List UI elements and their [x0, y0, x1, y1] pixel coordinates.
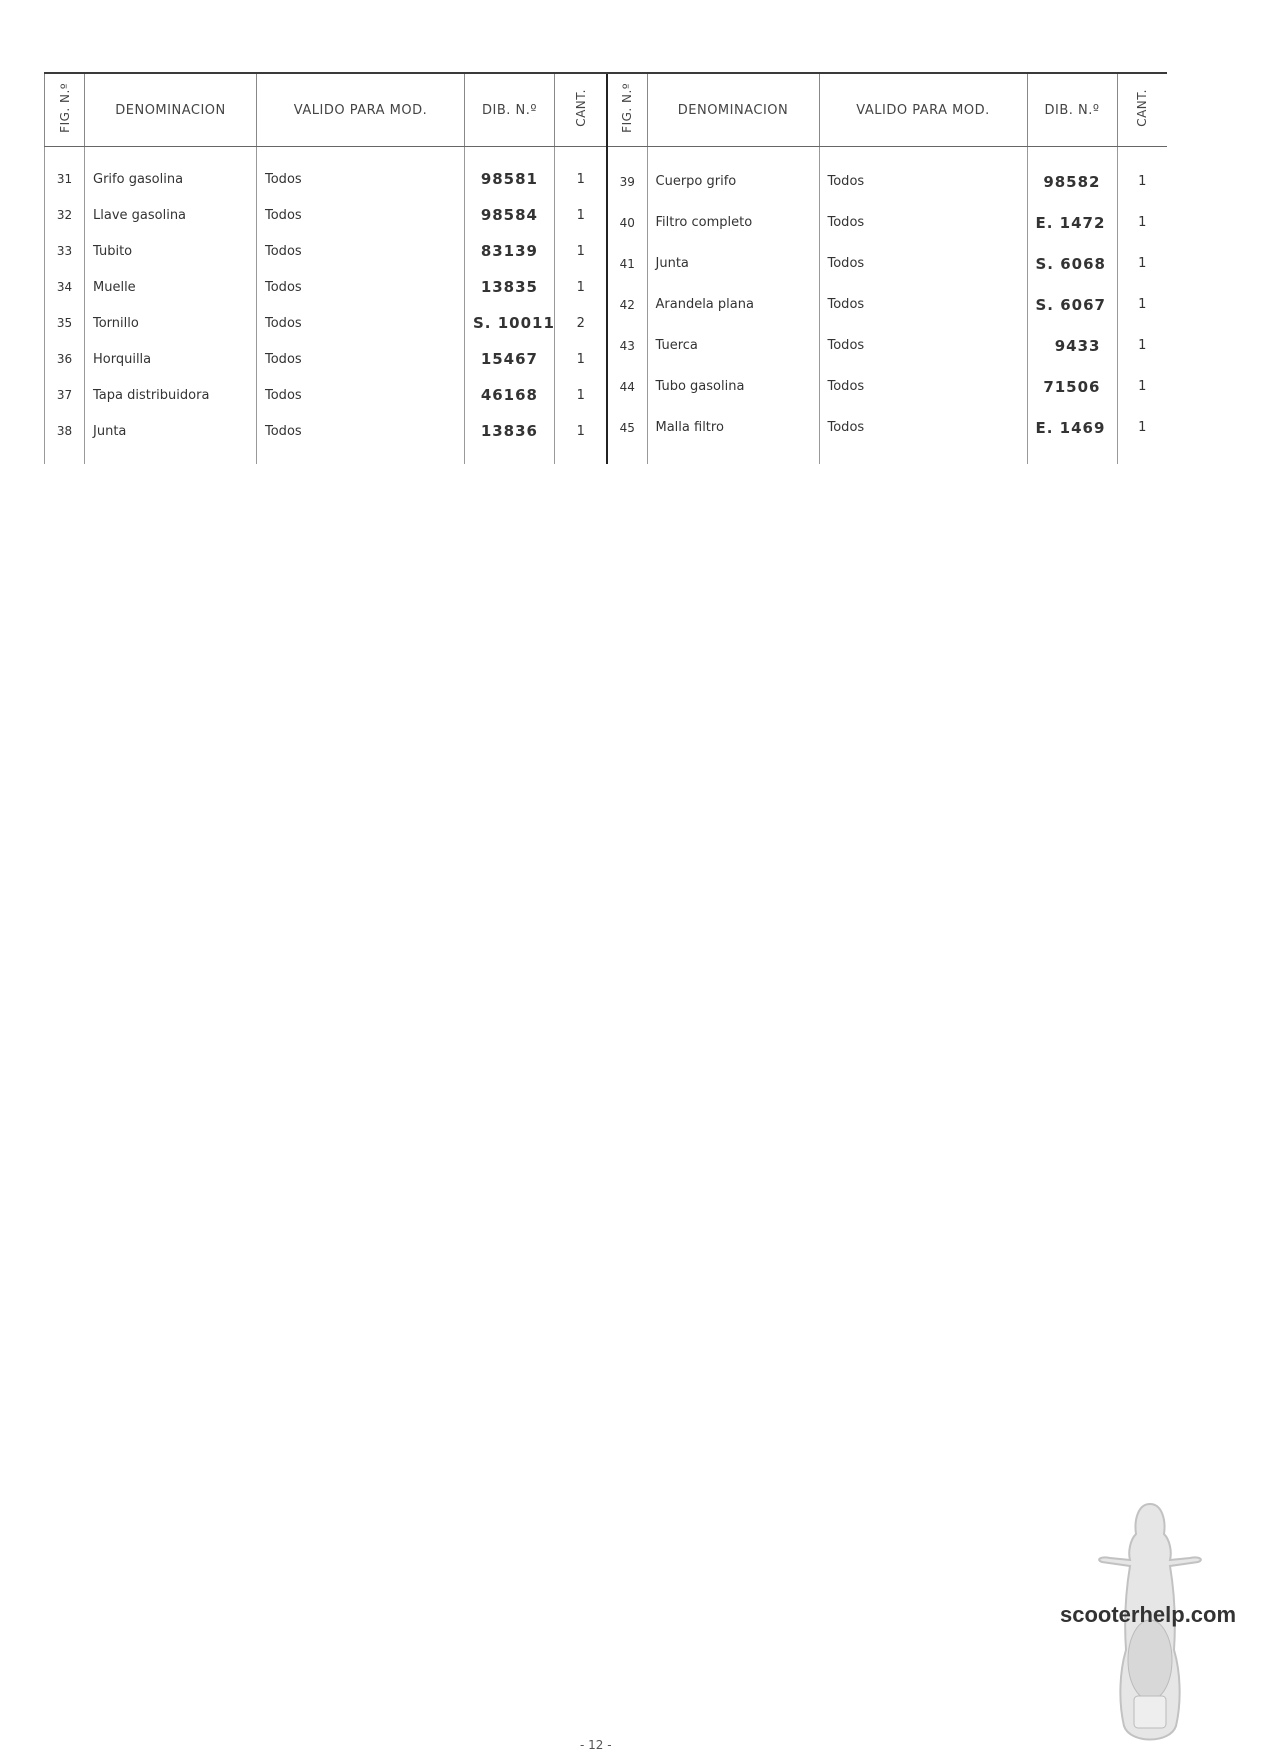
drawing-number: 15467 — [465, 341, 555, 377]
quantity: 1 — [1117, 407, 1167, 448]
part-name: Malla filtro — [647, 407, 819, 448]
quantity: 1 — [555, 413, 607, 449]
fig-number: 43 — [607, 325, 647, 366]
drawing-number: 46168 — [465, 377, 555, 413]
parts-table-right — [606, 72, 1167, 464]
drawing-number: S. 6067 — [1027, 284, 1117, 325]
quantity: 1 — [1117, 325, 1167, 366]
fig-number: 44 — [607, 366, 647, 407]
fig-number: 33 — [45, 233, 85, 269]
quantity: 1 — [555, 197, 607, 233]
part-name: Tubo gasolina — [647, 366, 819, 407]
quantity: 1 — [1117, 284, 1167, 325]
table-row — [45, 377, 607, 413]
drawing-number: 13836 — [465, 413, 555, 449]
quantity: 1 — [555, 269, 607, 305]
part-name: Muelle — [85, 269, 257, 305]
table-header — [45, 73, 607, 147]
fig-number: 36 — [45, 341, 85, 377]
valid-model: Todos — [819, 366, 1027, 407]
watermark — [1050, 1500, 1250, 1750]
valid-model: Todos — [819, 243, 1027, 284]
fig-number: 45 — [607, 407, 647, 448]
header-fig: FIG. N.º — [607, 73, 647, 147]
fig-number: 32 — [45, 197, 85, 233]
fig-number: 41 — [607, 243, 647, 284]
drawing-number: 98581 — [465, 161, 555, 197]
table-row — [607, 202, 1167, 243]
drawing-number: S. 6068 — [1027, 243, 1117, 284]
drawing-number: 71506 — [1027, 366, 1117, 407]
header-denominacion: DENOMINACION — [85, 73, 257, 147]
valid-model: Todos — [257, 305, 465, 341]
table-row — [45, 233, 607, 269]
page-number: - 12 - — [580, 1738, 612, 1752]
fig-number: 39 — [607, 161, 647, 202]
part-name: Filtro completo — [647, 202, 819, 243]
table-row — [607, 284, 1167, 325]
quantity: 1 — [555, 161, 607, 197]
drawing-number: 13835 — [465, 269, 555, 305]
part-name: Tornillo — [85, 305, 257, 341]
header-cant: CANT. — [555, 73, 607, 147]
quantity: 1 — [555, 233, 607, 269]
table-row — [45, 305, 607, 341]
valid-model: Todos — [819, 161, 1027, 202]
header-valido: VALIDO PARA MOD. — [257, 73, 465, 147]
part-name: Tubito — [85, 233, 257, 269]
quantity: 1 — [1117, 366, 1167, 407]
table-row — [45, 341, 607, 377]
drawing-number: E. 1469 — [1027, 407, 1117, 448]
valid-model: Todos — [257, 197, 465, 233]
drawing-number: 83139 — [465, 233, 555, 269]
header-dib: DIB. N.º — [1027, 73, 1117, 147]
parts-table-left — [44, 72, 607, 464]
valid-model: Todos — [819, 407, 1027, 448]
valid-model: Todos — [257, 341, 465, 377]
fig-number: 31 — [45, 161, 85, 197]
quantity: 1 — [1117, 243, 1167, 284]
quantity: 1 — [555, 341, 607, 377]
fig-number: 38 — [45, 413, 85, 449]
header-fig: FIG. N.º — [45, 73, 85, 147]
valid-model: Todos — [257, 161, 465, 197]
header-dib: DIB. N.º — [465, 73, 555, 147]
fig-number: 40 — [607, 202, 647, 243]
valid-model: Todos — [257, 377, 465, 413]
table-row — [45, 161, 607, 197]
drawing-number: 98582 — [1027, 161, 1117, 202]
valid-model: Todos — [819, 325, 1027, 366]
drawing-number: S. 10011 — [465, 305, 555, 341]
part-name: Junta — [647, 243, 819, 284]
fig-number: 34 — [45, 269, 85, 305]
header-denominacion: DENOMINACION — [647, 73, 819, 147]
valid-model: Todos — [819, 284, 1027, 325]
part-name: Cuerpo grifo — [647, 161, 819, 202]
part-name: Grifo gasolina — [85, 161, 257, 197]
table-header — [607, 73, 1167, 147]
part-name: Arandela plana — [647, 284, 819, 325]
quantity: 1 — [1117, 161, 1167, 202]
part-name: Tapa distribuidora — [85, 377, 257, 413]
fig-number: 42 — [607, 284, 647, 325]
drawing-number: E. 1472 — [1027, 202, 1117, 243]
part-name: Junta — [85, 413, 257, 449]
quantity: 2 — [555, 305, 607, 341]
table-row — [45, 413, 607, 449]
valid-model: Todos — [257, 269, 465, 305]
watermark-text: scooterhelp.com — [1060, 1602, 1237, 1627]
fig-number: 35 — [45, 305, 85, 341]
quantity: 1 — [555, 377, 607, 413]
quantity: 1 — [1117, 202, 1167, 243]
part-name: Horquilla — [85, 341, 257, 377]
header-cant: CANT. — [1117, 73, 1167, 147]
valid-model: Todos — [257, 233, 465, 269]
part-name: Tuerca — [647, 325, 819, 366]
table-row — [607, 161, 1167, 202]
valid-model: Todos — [257, 413, 465, 449]
table-row — [607, 325, 1167, 366]
table-row — [607, 407, 1167, 448]
header-valido: VALIDO PARA MOD. — [819, 73, 1027, 147]
drawing-number: 98584 — [465, 197, 555, 233]
drawing-number: 9433 — [1027, 325, 1117, 366]
fig-number: 37 — [45, 377, 85, 413]
table-row — [45, 197, 607, 233]
part-name: Llave gasolina — [85, 197, 257, 233]
table-row — [607, 366, 1167, 407]
table-row — [607, 243, 1167, 284]
valid-model: Todos — [819, 202, 1027, 243]
table-row — [45, 269, 607, 305]
